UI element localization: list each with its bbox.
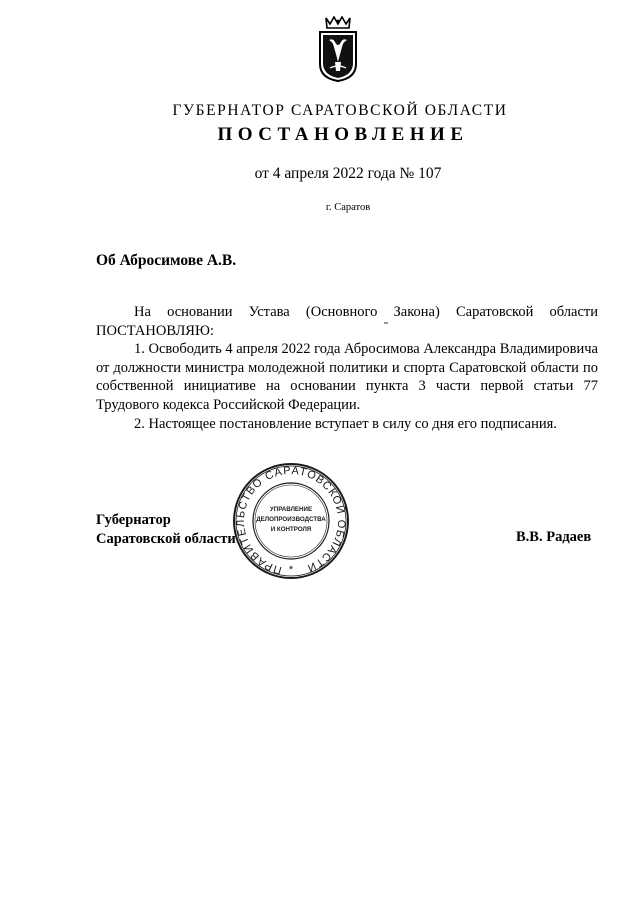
signatory-name: В.В. Радаев bbox=[516, 529, 592, 545]
body-resolve-word: ПОСТАНОВЛЯЮ: bbox=[96, 322, 214, 339]
document-date-number: от 4 апреля 2022 года № 107 bbox=[254, 165, 442, 182]
signatory-title-line2: Саратовской области bbox=[96, 530, 236, 547]
body-item-2: 2. Настоящее постановление вступает в силу со дня его подписания. bbox=[134, 415, 557, 432]
document-place: г. Саратов bbox=[325, 202, 371, 213]
seal-star: * bbox=[288, 564, 294, 576]
seal-ring-text: ПРАВИТЕЛЬСТВО САРАТОВСКОЙ ОБЛАСТИ bbox=[234, 464, 348, 577]
document-body bbox=[96, 303, 598, 433]
seal-center-line2: ДЕЛОПРОИЗВОДСТВА bbox=[256, 516, 326, 523]
document-subject: Об Абросимове А.В. bbox=[96, 252, 237, 269]
document-type-title: ПОСТАНОВЛЕНИЕ bbox=[217, 124, 469, 145]
body-item-1: 1. Освободить 4 апреля 2022 года Абросимова Александра Владимировича от должности министра молодежной политики и спорта Саратовской области по собственной инициативе на основании пункта 3 части первой статьи 77 Трудового кодекса Российской Федерации. bbox=[96, 341, 598, 413]
signatory-title bbox=[96, 511, 236, 548]
signatory-title-line1: Губернатор bbox=[96, 512, 171, 528]
coat-of-arms-emblem bbox=[318, 16, 358, 82]
governor-header: ГУБЕРНАТОР САРАТОВСКОЙ ОБЛАСТИ bbox=[172, 102, 508, 119]
seal-center-line3: И КОНТРОЛЯ bbox=[270, 526, 312, 533]
body-intro-line: На основании Устава (Основного Закона) Саратовской области bbox=[134, 304, 598, 320]
seal-center-line1: УПРАВЛЕНИЕ bbox=[269, 506, 313, 513]
official-seal-stamp bbox=[231, 462, 351, 580]
